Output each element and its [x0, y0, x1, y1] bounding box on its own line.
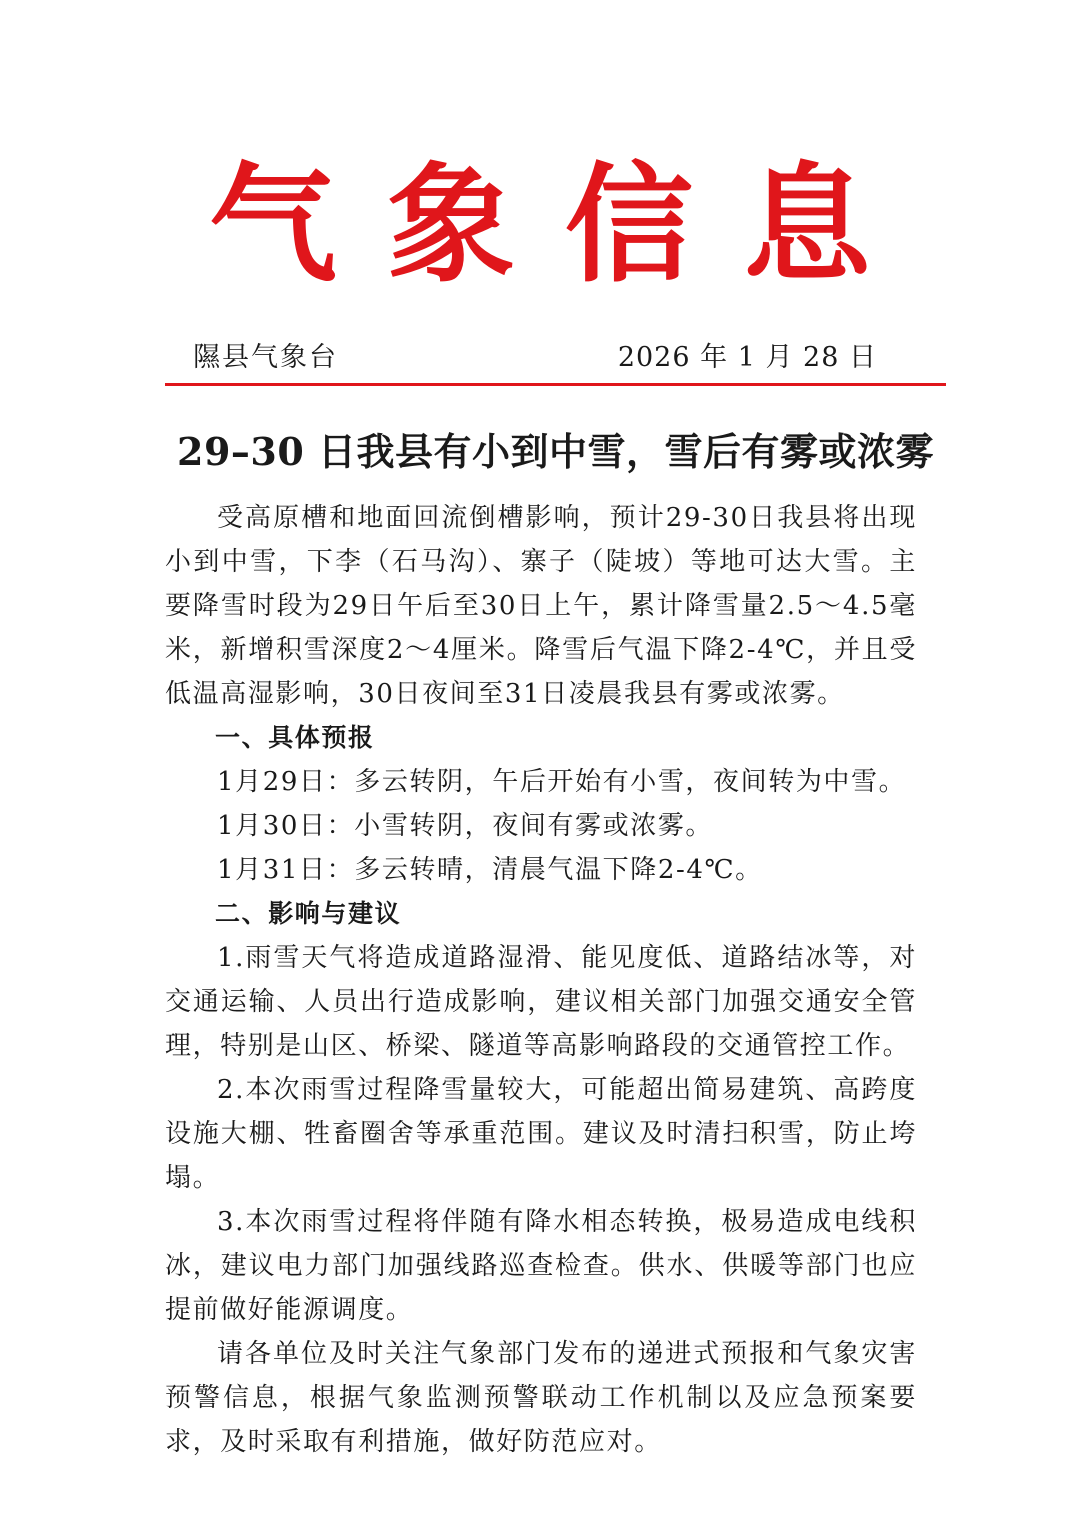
forecast-item: 1月29日：多云转阴，午后开始有小雪，夜间转为中雪。 — [217, 767, 907, 797]
masthead-title: 气象信息 — [208, 150, 921, 300]
advice-paragraph: 2.本次雨雪过程降雪量较大，可能超出简易建筑、高跨度设施大棚、牲畜圈舍等承重范围。建议及时清扫积雪，防止垮塌。 — [165, 1075, 917, 1193]
intro-paragraph: 受高原槽和地面回流倒槽影响，预计29-30日我县将出现小到中雪，下李（石马沟）、寨子（陡坡）等地可达大雪。主要降雪时段为29日午后至30日上午，累计降雪量2.5～4.5毫米，新增积雪深度2～4厘米。降雪后气温下降2-4℃，并且受低温高湿影响，30日夜间至31日凌晨我县有雾或浓雾。 — [165, 503, 917, 709]
section-heading-advice: 二、影响与建议 — [215, 899, 402, 928]
issuer-name: 隰县气象台 — [193, 342, 338, 373]
red-divider-rule — [165, 383, 946, 386]
headline: 29–30 日我县有小到中雪，雪后有雾或浓雾 — [177, 429, 934, 474]
section-heading-forecast: 一、具体预报 — [215, 723, 375, 752]
forecast-item: 1月31日：多云转晴，清晨气温下降2-4℃。 — [217, 855, 763, 885]
issuer-row — [165, 336, 945, 380]
issue-date: 2026 年 1 月 28 日 — [617, 342, 877, 373]
document-body — [165, 496, 917, 1464]
advice-paragraph: 3.本次雨雪过程将伴随有降水相态转换，极易造成电线积冰，建议电力部门加强线路巡查检查。供水、供暖等部门也应提前做好能源调度。 — [165, 1207, 917, 1325]
forecast-item: 1月30日：小雪转阴，夜间有雾或浓雾。 — [217, 811, 714, 841]
advice-paragraph: 1.雨雪天气将造成道路湿滑、能见度低、道路结冰等，对交通运输、人员出行造成影响，建议相关部门加强交通安全管理，特别是山区、桥梁、隧道等高影响路段的交通管控工作。 — [165, 943, 917, 1061]
closing-paragraph: 请各单位及时关注气象部门发布的递进式预报和气象灾害预警信息，根据气象监测预警联动工作机制以及应急预案要求，及时采取有利措施，做好防范应对。 — [165, 1339, 917, 1457]
